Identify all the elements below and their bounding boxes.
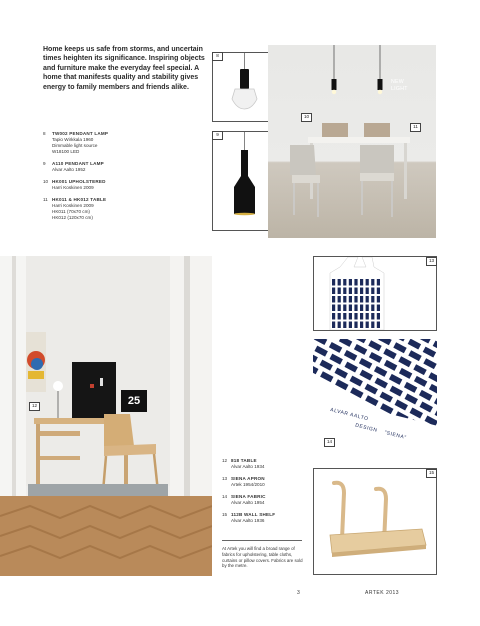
siena-pattern-mark bbox=[335, 379, 348, 390]
siena-pattern-mark bbox=[434, 398, 437, 409]
caption-line: HK011 (70x70 cm) bbox=[52, 209, 90, 214]
siena-pattern-mark bbox=[405, 394, 418, 405]
shelf-illustration bbox=[314, 469, 436, 574]
wall-shelf-image bbox=[313, 468, 437, 575]
caption-11 bbox=[43, 197, 203, 221]
siena-pattern-mark bbox=[390, 386, 403, 397]
siena-pattern-mark bbox=[428, 372, 437, 383]
siena-pattern-mark bbox=[366, 313, 369, 320]
caption-13 bbox=[222, 476, 307, 488]
caption-line: W18100 LED bbox=[52, 149, 80, 154]
siena-pattern-mark bbox=[360, 296, 363, 303]
siena-pattern-mark bbox=[360, 322, 363, 329]
caption-title: A110 PENDANT LAMP bbox=[52, 161, 104, 166]
captions-bottom bbox=[222, 458, 307, 530]
caption-line: Alvar Aalto 1936 bbox=[231, 518, 265, 523]
siena-pattern-mark bbox=[313, 363, 318, 374]
siena-pattern-mark bbox=[368, 340, 381, 351]
badge-8: 8 bbox=[212, 52, 223, 61]
siena-pattern-mark bbox=[377, 296, 380, 303]
siena-pattern-mark bbox=[366, 322, 369, 329]
siena-pattern-mark bbox=[377, 288, 380, 295]
caption-line: HK012 (120x70 cm) bbox=[52, 215, 93, 220]
siena-pattern-mark bbox=[338, 288, 341, 295]
siena-pattern-mark bbox=[360, 288, 363, 295]
siena-pattern-mark bbox=[414, 376, 427, 387]
siena-pattern-mark bbox=[344, 350, 357, 361]
caption-line: Alvar Aalto 1954 bbox=[231, 500, 265, 505]
siena-pattern-mark bbox=[366, 296, 369, 303]
room-label-line: NEW bbox=[391, 79, 405, 85]
siena-apron-image bbox=[313, 256, 437, 331]
siena-pattern-mark bbox=[329, 342, 342, 353]
siena-pattern-mark bbox=[359, 370, 372, 381]
siena-pattern-mark bbox=[435, 410, 437, 421]
siena-pattern-mark bbox=[349, 313, 352, 320]
siena-pattern-mark bbox=[343, 279, 346, 286]
siena-pattern-mark bbox=[343, 313, 346, 320]
siena-pattern-mark bbox=[369, 352, 382, 363]
siena-pattern-mark bbox=[366, 288, 369, 295]
siena-pattern-mark bbox=[354, 305, 357, 312]
siena-pattern-mark bbox=[419, 390, 432, 401]
siena-pattern-mark bbox=[377, 305, 380, 312]
siena-pattern-mark bbox=[432, 339, 437, 340]
caption-12 bbox=[222, 458, 307, 470]
caption-8 bbox=[43, 131, 203, 155]
siena-pattern-mark bbox=[349, 279, 352, 286]
siena-pattern-mark bbox=[360, 305, 363, 312]
siena-pattern-mark bbox=[332, 305, 335, 312]
siena-pattern-mark bbox=[338, 313, 341, 320]
siena-pattern-mark bbox=[374, 366, 387, 377]
siena-pattern-mark bbox=[365, 395, 378, 406]
siena-pattern-mark bbox=[389, 374, 402, 385]
siena-pattern-mark bbox=[338, 322, 341, 329]
siena-pattern-mark bbox=[339, 339, 352, 347]
siena-pattern-mark bbox=[420, 402, 433, 413]
siena-pattern-mark bbox=[359, 358, 372, 369]
siena-pattern-mark bbox=[377, 279, 380, 286]
siena-pattern-mark bbox=[343, 305, 346, 312]
caption-number: 12 bbox=[222, 458, 228, 463]
new-light-label bbox=[391, 79, 408, 92]
siena-pattern-mark bbox=[398, 356, 411, 367]
caption-14 bbox=[222, 494, 307, 506]
caption-15 bbox=[222, 512, 307, 524]
dining-room-photo bbox=[268, 45, 436, 238]
siena-pattern-mark bbox=[354, 344, 367, 355]
caption-line: Tapio Wirkkala 1960 bbox=[52, 137, 94, 142]
siena-pattern-mark bbox=[384, 360, 397, 371]
siena-pattern-mark bbox=[393, 339, 406, 342]
siena-pattern-mark bbox=[418, 339, 431, 344]
pendant-lamp-black-icon bbox=[213, 132, 276, 230]
siena-pattern-mark bbox=[332, 322, 335, 329]
siena-pattern-mark bbox=[332, 279, 335, 286]
caption-title: 818 TABLE bbox=[231, 458, 257, 463]
siena-pattern-mark bbox=[354, 313, 357, 320]
siena-pattern-mark bbox=[329, 354, 342, 365]
caption-line: Harri Koskinen 2009 bbox=[52, 185, 94, 190]
caption-line: Alvar Aalto 1952 bbox=[52, 167, 86, 172]
siena-pattern-mark bbox=[429, 384, 437, 395]
siena-pattern-mark bbox=[338, 279, 341, 286]
siena-pattern-mark bbox=[371, 296, 374, 303]
siena-pattern-mark bbox=[338, 305, 341, 312]
siena-pattern-mark bbox=[349, 322, 352, 329]
caption-title: HK001 UPHOLSTERED bbox=[52, 179, 106, 184]
caption-title: SIENA APRON bbox=[231, 476, 265, 481]
caption-number: 8 bbox=[43, 131, 46, 136]
siena-pattern-mark bbox=[354, 322, 357, 329]
siena-pattern-mark bbox=[371, 279, 374, 286]
siena-pattern-mark bbox=[343, 322, 346, 329]
caption-line: Artek 1954/2010 bbox=[231, 482, 265, 487]
siena-pattern-mark bbox=[349, 288, 352, 295]
siena-pattern-mark bbox=[350, 387, 363, 398]
study-room-photo bbox=[0, 256, 212, 576]
caption-number: 9 bbox=[43, 161, 46, 166]
siena-pattern-mark bbox=[320, 371, 333, 382]
siena-pattern-mark bbox=[343, 296, 346, 303]
apron-illustration bbox=[314, 257, 436, 330]
captions-top bbox=[43, 131, 203, 227]
caption-number: 11 bbox=[43, 197, 48, 202]
siena-pattern-mark bbox=[408, 350, 421, 361]
siena-pattern-mark bbox=[314, 339, 327, 345]
caption-line: Dimmable light source bbox=[52, 143, 98, 148]
caption-number: 14 bbox=[222, 494, 228, 499]
badge-9: 9 bbox=[212, 131, 223, 140]
badge-10: 10 bbox=[301, 113, 312, 122]
siena-pattern-mark bbox=[377, 313, 380, 320]
siena-pattern-mark bbox=[404, 382, 417, 393]
siena-pattern-mark bbox=[332, 296, 335, 303]
siena-pattern-mark bbox=[354, 288, 357, 295]
siena-pattern-mark bbox=[334, 368, 347, 379]
caption-9 bbox=[43, 161, 203, 173]
intro-paragraph: Home keeps us safe from storms, and uncertain times heighten its significance. Inspiring objects and furniture make the everyday feel special. A home that manifests quality and stability gives energy to family members and friends alike. bbox=[43, 46, 205, 91]
caption-line: Harri Koskinen 2009 bbox=[52, 203, 94, 208]
badge-12: 12 bbox=[29, 402, 40, 411]
siena-pattern-mark bbox=[399, 368, 412, 379]
siena-pattern-mark bbox=[375, 378, 388, 389]
siena-pattern-mark bbox=[371, 322, 374, 329]
siena-pattern-mark bbox=[354, 296, 357, 303]
siena-pattern-mark bbox=[380, 392, 393, 403]
dining-scene bbox=[268, 45, 436, 238]
siena-pattern-mark bbox=[423, 358, 436, 369]
siena-pattern-mark bbox=[365, 384, 378, 395]
caption-title: 112B WALL SHELF bbox=[231, 512, 276, 517]
caption-number: 13 bbox=[222, 476, 228, 481]
footer-brand: ARTEK 2013 bbox=[365, 590, 400, 596]
siena-pattern-mark bbox=[393, 342, 406, 353]
caption-title: HK011 & HK012 TABLE bbox=[52, 197, 107, 202]
siena-pattern-mark bbox=[349, 305, 352, 312]
fabric-text-line: ALVAR AALTO bbox=[329, 407, 370, 423]
siena-fabric-image bbox=[313, 339, 437, 459]
clock-digits: 25 bbox=[127, 395, 141, 407]
fabric-text-line: DESIGN bbox=[354, 422, 379, 434]
siena-pattern-mark bbox=[350, 376, 363, 387]
siena-pattern-mark bbox=[366, 305, 369, 312]
study-scene bbox=[0, 256, 212, 576]
caption-number: 15 bbox=[222, 512, 228, 517]
fabric-note: At Artek you will find a broad range of fabrics for upholstering, table cloths, curtains or pillow covers. Fabrics are sold by the metre. bbox=[222, 546, 303, 569]
siena-pattern-mark bbox=[371, 313, 374, 320]
siena-pattern-mark bbox=[383, 348, 396, 359]
siena-pattern-mark bbox=[371, 288, 374, 295]
caption-title: SIENA FABRIC bbox=[231, 494, 266, 499]
badge-15: 15 bbox=[426, 469, 437, 478]
caption-title: TW002 PENDANT LAMP bbox=[52, 131, 109, 136]
siena-pattern-mark bbox=[408, 339, 421, 350]
siena-pattern-mark bbox=[354, 279, 357, 286]
siena-pattern-mark bbox=[353, 339, 366, 343]
siena-pattern-mark bbox=[410, 408, 423, 419]
fabric-text-line: "SIENA" bbox=[383, 429, 408, 442]
badge-13: 13 bbox=[426, 257, 437, 266]
siena-pattern-mark bbox=[366, 279, 369, 286]
siena-pattern-mark bbox=[395, 400, 408, 411]
siena-pattern-mark bbox=[349, 296, 352, 303]
caption-number: 10 bbox=[43, 179, 49, 184]
siena-pattern-mark bbox=[413, 364, 426, 375]
divider-rule bbox=[222, 540, 302, 541]
siena-pattern-mark bbox=[378, 339, 391, 345]
siena-pattern-mark bbox=[360, 313, 363, 320]
siena-pattern-mark bbox=[360, 279, 363, 286]
siena-pattern-mark bbox=[332, 288, 335, 295]
page-number: 3 bbox=[297, 590, 300, 596]
siena-pattern-mark bbox=[314, 346, 327, 357]
siena-pattern-mark bbox=[332, 313, 335, 320]
caption-10 bbox=[43, 179, 203, 191]
pendant-lamp-white-icon bbox=[213, 53, 276, 121]
siena-pattern-mark bbox=[319, 360, 332, 371]
siena-pattern-mark bbox=[313, 352, 318, 363]
siena-pattern-mark bbox=[377, 322, 380, 329]
siena-pattern-mark bbox=[433, 341, 437, 352]
siena-pattern-mark bbox=[371, 305, 374, 312]
siena-pattern-mark bbox=[423, 347, 436, 358]
room-label-line: LIGHT bbox=[391, 85, 408, 92]
siena-pattern-mark bbox=[338, 296, 341, 303]
siena-pattern-mark bbox=[344, 362, 357, 373]
badge-11: 11 bbox=[410, 123, 421, 132]
caption-line: Alvar Aalto 1934 bbox=[231, 464, 265, 469]
badge-14: 14 bbox=[324, 438, 335, 447]
siena-pattern-mark bbox=[343, 288, 346, 295]
